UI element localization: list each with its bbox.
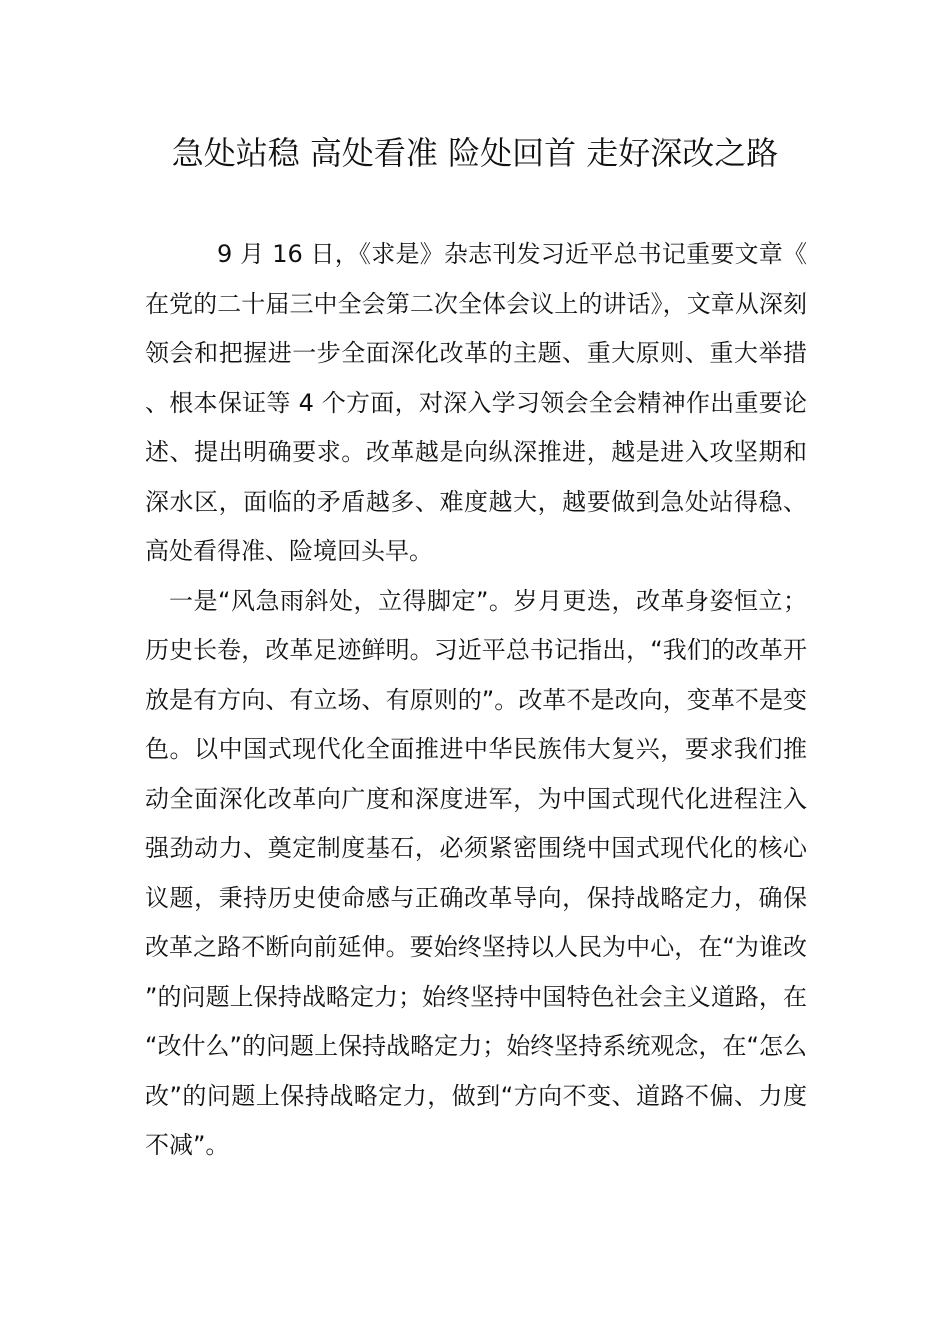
document-title: 急处站稳 高处看准 险处回首 走好深改之路 [171,134,779,172]
paragraph-intro: 9 月 16 日，《求是》杂志刊发习近平总书记重要文章《在党的二十届三中全会第二次全体会议上的讲话》，文章从深刻领会和把握进一步全面深化改革的主题、重大原则、重大举措、根本保证等 4 个方面，对深入学习领会全会精神作出重要论述、提出明确要求。改革越是向纵深推进，越是进入攻坚期和深水区，面临的矛盾越多、难度越大，越要做到急处站得稳、高处看得准、险境回头早。 [145,240,807,565]
document-body [145,230,807,1171]
paragraph-point-one: 一是“风急雨斜处，立得脚定”。岁月更迭，改革身姿恒立；历史长卷，改革足迹鲜明。习近平总书记指出，“我们的改革开放是有方向、有立场、有原则的”。改革不是改向，变革不是变色。以中国式现代化全面推进中华民族伟大复兴，要求我们推动全面深化改革向广度和深度进军，为中国式现代化进程注入强劲动力、奠定制度基石，必须紧密围绕中国式现代化的核心议题，秉持历史使命感与正确改革导向，保持战略定力，确保改革之路不断向前延伸。要始终坚持以人民为中心，在“为谁改”的问题上保持战略定力；始终坚持中国特色社会主义道路，在“改什么”的问题上保持战略定力；始终坚持系统观念，在“怎么改”的问题上保持战略定力，做到“方向不变、道路不偏、力度不减”。 [145,586,807,1159]
